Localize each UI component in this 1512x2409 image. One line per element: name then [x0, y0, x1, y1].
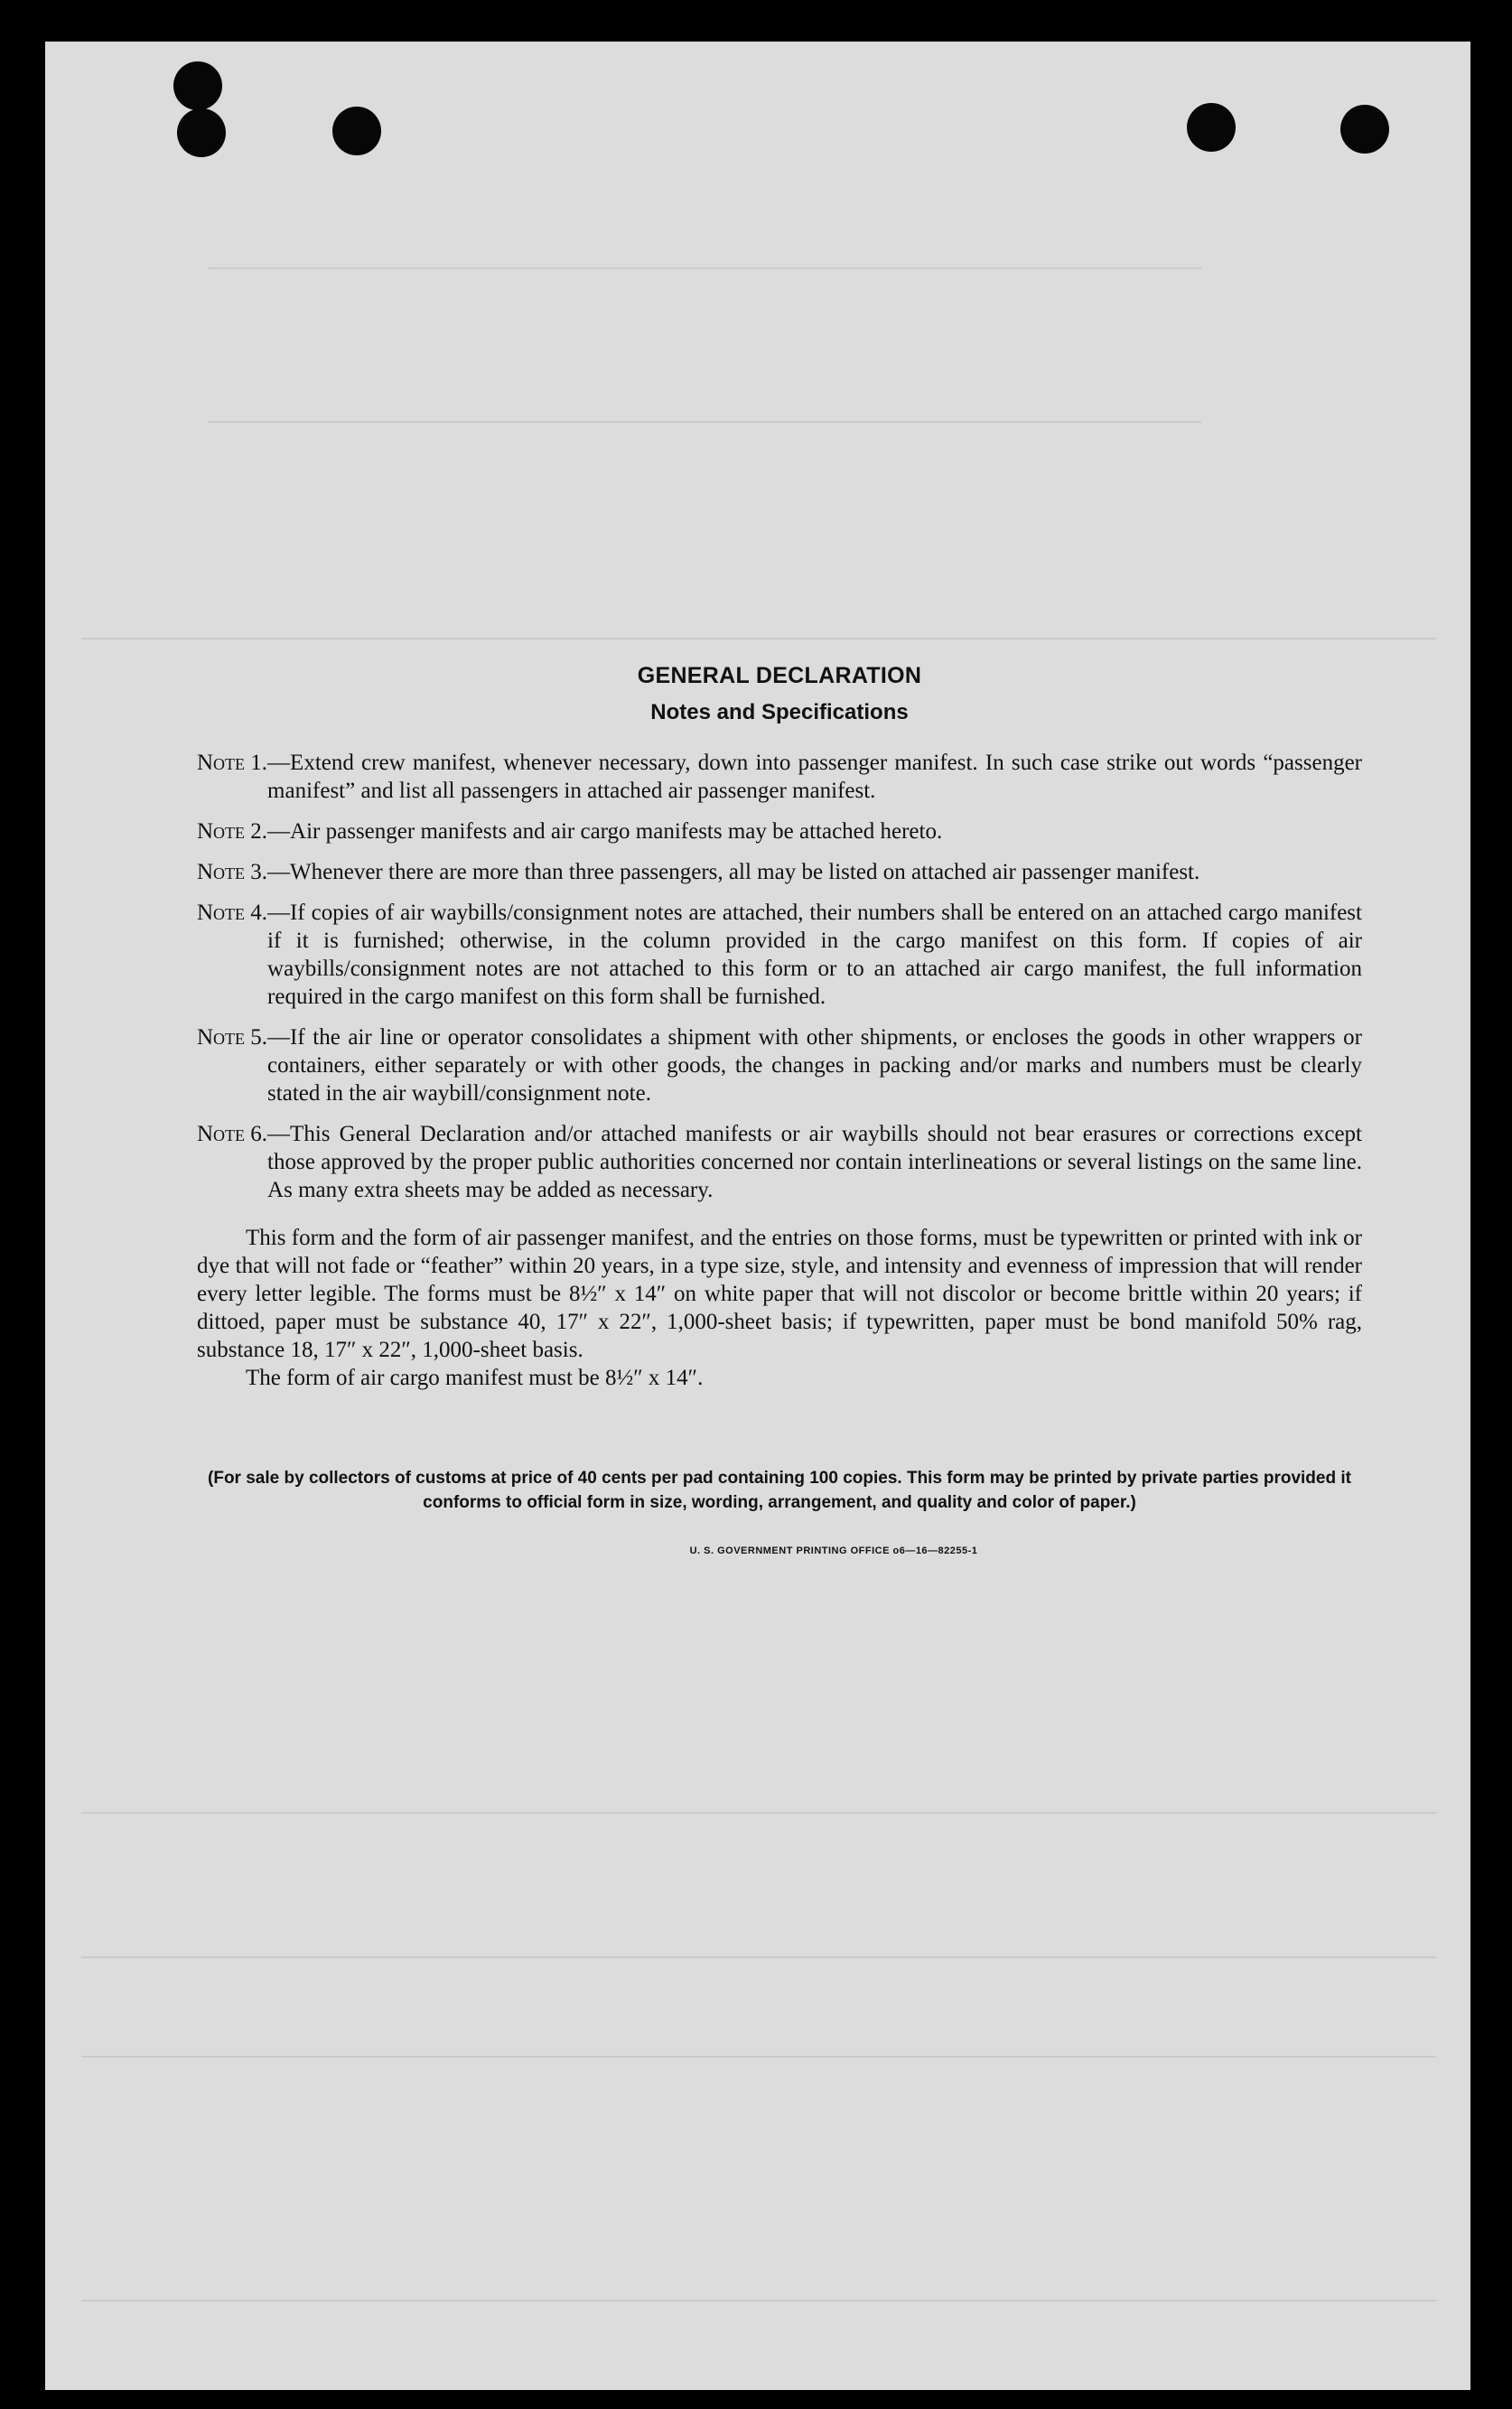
- note-text: —If the air line or operator consolidates a shipment with other shipments, or encloses the goods in other wrappers or containers, either separately or with other goods, the changes in packing and/or marks and numbers must be clearly stated in the air waybill/consignment note.: [267, 1025, 1362, 1106]
- note-label: Note 3.: [197, 860, 268, 884]
- note-2: [197, 817, 1362, 845]
- sale-notice: (For sale by collectors of customs at price of 40 cents per pad containing 100 copies. This form may be printed by private parties provided it conforms to official form in size, wording, arrangement, and quality and color of paper.): [208, 1469, 1351, 1512]
- note-6: [197, 1120, 1362, 1204]
- note-text: —This General Declaration and/or attached manifests or air waybills should not bear erasures or corrections except those approved by the proper public authorities concerned nor contain interlineations or several listings on the same line. As many extra sheets may be added as necessary.: [267, 1122, 1362, 1202]
- bleed-through-line: [208, 267, 1201, 269]
- page-subtitle: Notes and Specifications: [650, 700, 909, 724]
- punch-hole: [332, 107, 381, 155]
- bleed-through-line: [81, 2300, 1436, 2302]
- note-label: Note 4.: [197, 901, 268, 925]
- note-text: —Air passenger manifests and air cargo manifests may be attached hereto.: [267, 819, 943, 844]
- note-3: [197, 858, 1362, 886]
- bleed-through-line: [208, 421, 1201, 423]
- punch-hole: [1187, 103, 1236, 152]
- punch-hole: [173, 61, 222, 110]
- note-label: Note 2.: [197, 819, 268, 844]
- punch-hole: [177, 108, 226, 157]
- note-text: —If copies of air waybills/consignment notes are attached, their numbers shall be entered on an attached cargo manifest if it is furnished; otherwise, in the column provided in the cargo manifest on this form. If copies of air waybills/consignment notes are not attached to this form or to an attached air cargo manifest, the full information required in the cargo manifest on this form shall be furnished.: [267, 901, 1362, 1009]
- note-1: [197, 749, 1362, 805]
- punch-hole: [1340, 105, 1389, 154]
- note-label: Note 1.: [197, 751, 268, 775]
- bleed-through-line: [81, 638, 1436, 640]
- cargo-manifest-size-line: The form of air cargo manifest must be 8½″ x 14″.: [246, 1366, 704, 1390]
- note-text: —Extend crew manifest, whenever necessary, down into passenger manifest. In such case strike out words “passenger manifest” and list all passengers in attached air passenger manifest.: [267, 751, 1362, 803]
- note-4: [197, 899, 1362, 1011]
- note-label: Note 5.: [197, 1025, 268, 1050]
- note-label: Note 6.: [197, 1122, 268, 1146]
- note-5: [197, 1023, 1362, 1107]
- declaration-notes: [197, 663, 1362, 1556]
- bleed-through-line: [81, 2056, 1436, 2058]
- bleed-through-line: [81, 1812, 1436, 1814]
- document-page: [45, 42, 1470, 2390]
- paper-specification-paragraph: This form and the form of air passenger manifest, and the entries on those forms, must be typewritten or printed with ink or dye that will not fade or “feather” within 20 years, in a type size, style, and intensity and evenness of impression that will render every letter legible. The forms must be 8½″ x 14″ on white paper that will not discolor or become brittle within 20 years; if dittoed, paper must be substance 40, 17″ x 22″, 1,000-sheet basis; if typewritten, paper must be bond manifold 50% rag, substance 18, 17″ x 22″, 1,000-sheet basis.: [197, 1226, 1362, 1362]
- page-title: GENERAL DECLARATION: [637, 663, 922, 688]
- note-text: —Whenever there are more than three passengers, all may be listed on attached air passenger manifest.: [267, 860, 1200, 884]
- printer-imprint: U. S. GOVERNMENT PRINTING OFFICE o6—16—82255-1: [689, 1545, 978, 1556]
- bleed-through-line: [81, 1956, 1436, 1958]
